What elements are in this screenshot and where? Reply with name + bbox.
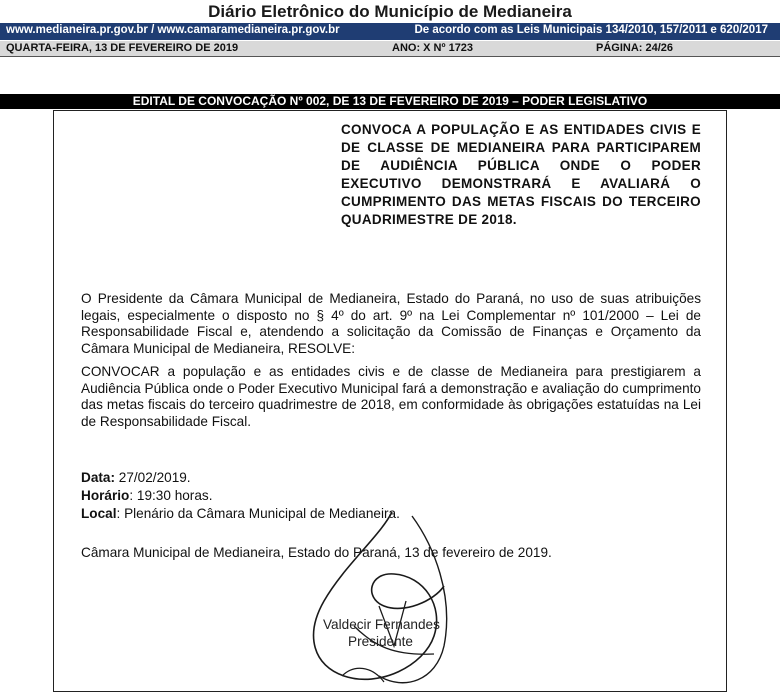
edital-document (53, 110, 727, 692)
header-info-bar (0, 23, 780, 40)
event-time-value: : 19:30 horas. (129, 488, 213, 503)
edital-ementa: CONVOCA A POPULAÇÃO E AS ENTIDADES CIVIS E DE CLASSE DE MEDIANEIRA PARA PARTICIPAREM DE AUDIÊNCIA PÚBLICA ONDE O PODER EXECUTIVO DEMONSTRARÁ E AVALIARÁ O CUMPRIMENTO DAS METAS FISCAIS DO TERCEIRO QUADRIMESTRE DE 2018. (341, 122, 701, 227)
closing-line: Câmara Municipal de Medianeira, Estado do Paraná, 13 de fevereiro de 2019. (81, 545, 552, 560)
signer-name: Valdecir Fernandes (323, 617, 440, 632)
websites-text: www.medianeira.pr.gov.br / www.camaramedianeira.pr.gov.br (6, 24, 340, 36)
issue-number: ANO: X Nº 1723 (392, 42, 474, 54)
signer-role: Presidente (348, 634, 413, 649)
paragraph-convocation: CONVOCAR a população e as entidades civis e de classe de Medianeira para prestigiarem a Audiência Pública onde o Poder Executivo Municipal fará a demonstração e avaliação do cumprimento das metas fiscais do terceiro quadrimestre de 2018, em conformidade às obrigações estatuídas na Lei de Responsabilidade Fiscal. (81, 364, 701, 429)
event-time (81, 488, 212, 503)
event-time-label: Horário (81, 488, 130, 503)
event-date (81, 470, 191, 485)
edital-heading: EDITAL DE CONVOCAÇÃO Nº 002, DE 13 DE FEVEREIRO DE 2019 – PODER LEGISLATIVO (0, 94, 780, 109)
event-location-value: : Plenário da Câmara Municipal de Medianeira. (116, 506, 400, 521)
newspaper-title: Diário Eletrônico do Município de Medianeira (208, 2, 572, 21)
laws-text: De acordo com as Leis Municipais 134/2010, 157/2011 e 620/2017 (414, 24, 768, 36)
issue-info-bar (0, 41, 780, 57)
event-date-label: Data: (81, 470, 115, 485)
handwritten-signature (284, 506, 484, 694)
page-number: PÁGINA: 24/26 (596, 42, 674, 54)
paragraph-preamble: O Presidente da Câmara Municipal de Medianeira, Estado do Paraná, no uso de suas atribuições legais, especialmente o disposto no § 4º do art. 9º na Lei Complementar nº 101/2000 – Lei de Responsabilidade Fiscal e, atendendo a solicitação da Comissão de Finanças e Orçamento da Câmara Municipal de Medianeira, RESOLVE: (81, 291, 701, 356)
event-date-value: 27/02/2019. (115, 470, 191, 485)
event-location-label: Local (81, 506, 117, 521)
issue-date: QUARTA-FEIRA, 13 DE FEVEREIRO DE 2019 (6, 42, 239, 54)
